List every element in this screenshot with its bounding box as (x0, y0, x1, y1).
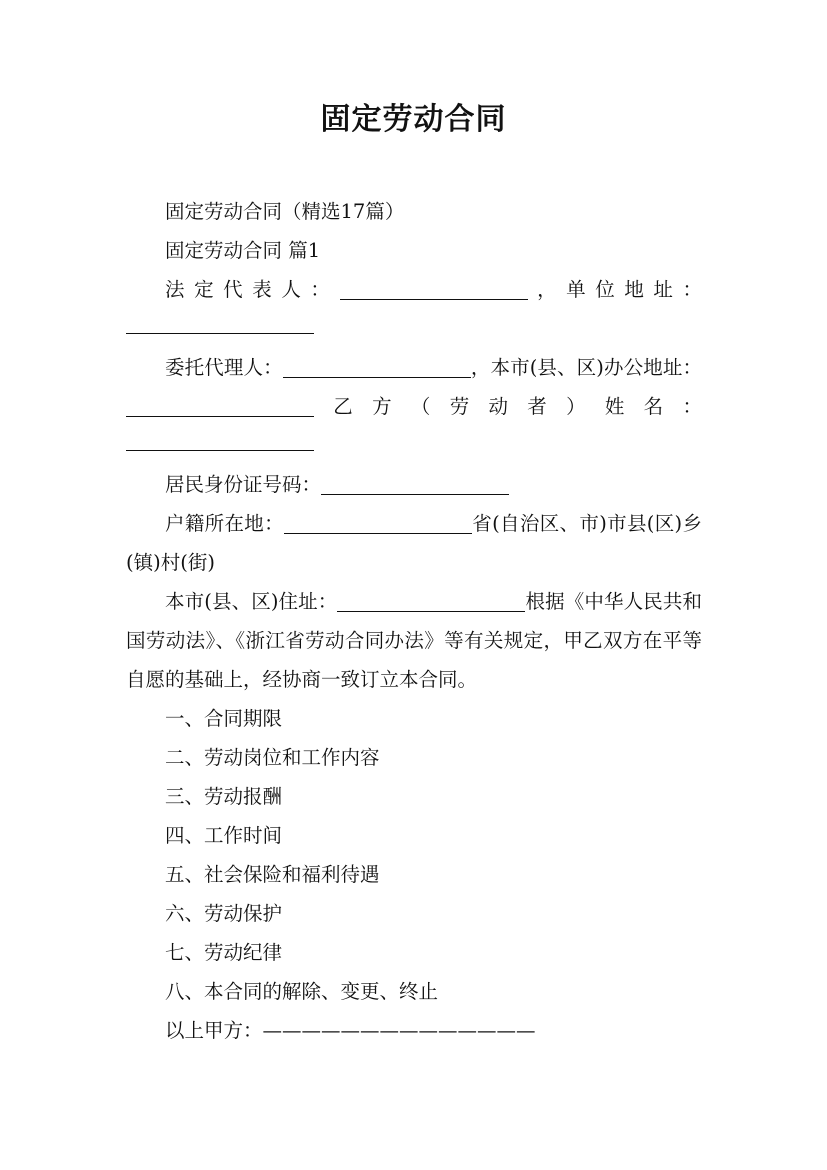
unit-address-line (126, 309, 702, 348)
subtitle: 固定劳动合同（精选17篇） (165, 200, 405, 223)
residence-paragraph (126, 582, 702, 699)
id-paragraph (126, 465, 702, 504)
hukou-paragraph (126, 504, 702, 582)
clause-item: 一、合同期限 (165, 707, 283, 730)
clause-item: 八、本合同的解除、变更、终止 (165, 980, 439, 1003)
document-body (126, 192, 702, 1050)
worker-name-line (126, 426, 702, 465)
worker-name-label: 乙方（劳动者）姓名： (314, 395, 702, 418)
clause-item: 六、劳动保护 (165, 902, 283, 925)
residence-suffix: 根据《中华人民共和国劳动法》、《浙江省劳动合同办法》等有关规定，甲乙双方在平等自愿的基础上，经协商一致订立本合同。 (126, 590, 702, 691)
clause-item: 三、劳动报酬 (165, 785, 283, 808)
office-address-blank (126, 392, 314, 417)
residence-blank (337, 587, 525, 612)
agent-blank (283, 353, 471, 378)
unit-address-blank (126, 309, 314, 334)
agent-label: 委托代理人： (165, 356, 283, 379)
closing-line: 以上甲方：—————————————— (165, 1019, 536, 1042)
legal-rep-blank (340, 275, 528, 300)
document-title: 固定劳动合同 (320, 102, 507, 137)
office-address-label: ，本市(县、区)办公地址： (470, 356, 702, 379)
hukou-suffix: 省(自治区、市)市县(区)乡(镇)村(街) (126, 512, 702, 574)
section-heading: 固定劳动合同 篇1 (165, 239, 321, 262)
id-label: 居民身份证号码： (165, 473, 322, 496)
legal-rep-paragraph (126, 270, 702, 309)
clause-item: 五、社会保险和福利待遇 (165, 863, 380, 886)
hukou-blank (284, 509, 472, 534)
agent-paragraph (126, 348, 702, 426)
id-blank (321, 470, 509, 495)
hukou-label: 户籍所在地： (165, 512, 284, 535)
worker-name-blank (126, 426, 314, 451)
clause-item: 二、劳动岗位和工作内容 (165, 746, 380, 769)
clause-item: 七、劳动纪律 (165, 941, 283, 964)
unit-address-label: ，单位地址： (527, 278, 702, 301)
residence-label: 本市(县、区)住址： (165, 590, 338, 613)
clause-item: 四、工作时间 (165, 824, 283, 847)
legal-rep-label: 法定代表人： (165, 278, 340, 301)
